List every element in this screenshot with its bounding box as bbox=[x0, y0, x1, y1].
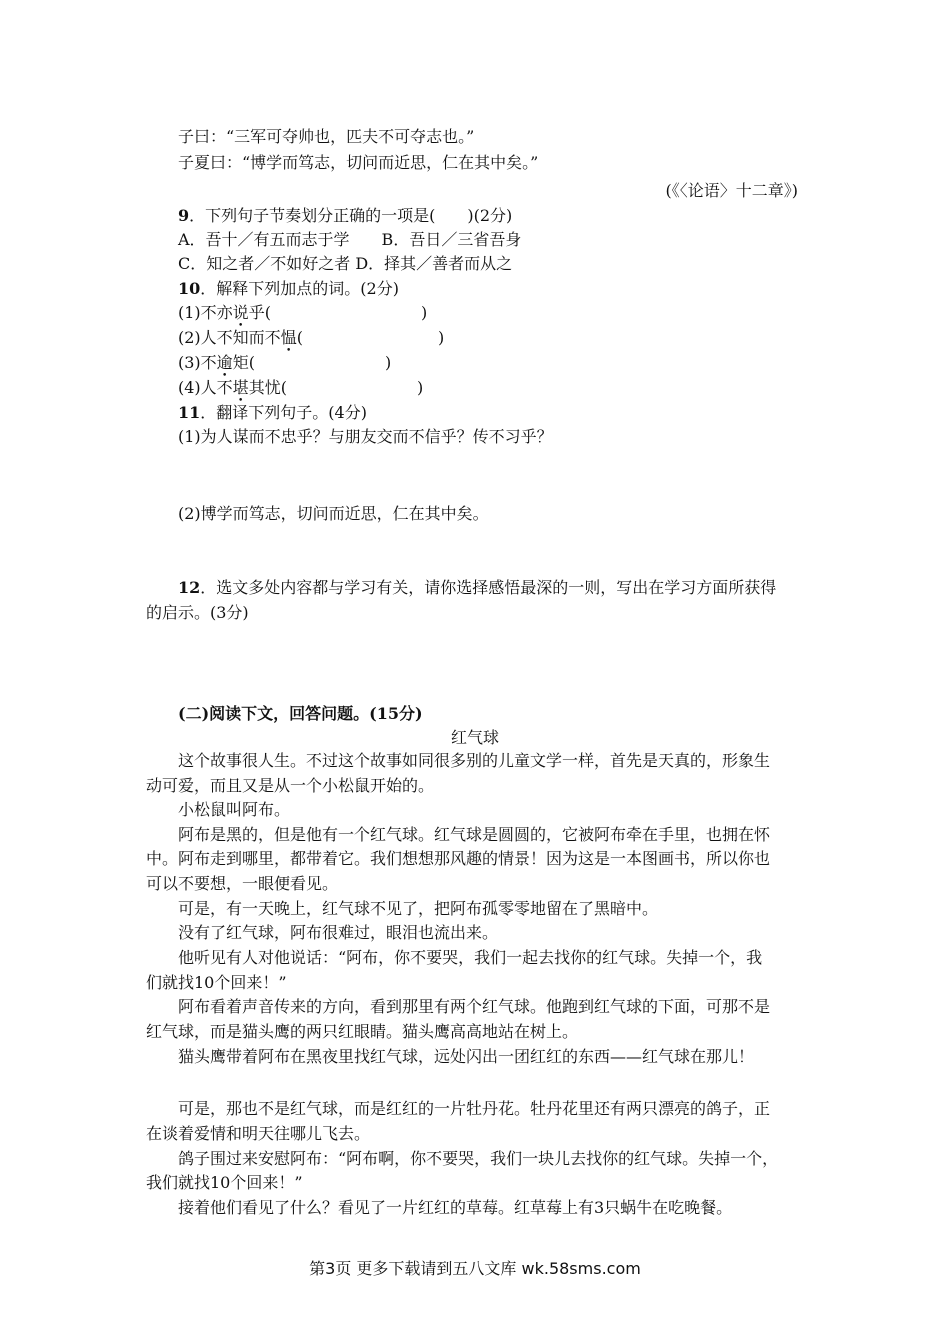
question-11 bbox=[178, 402, 367, 424]
story-line: 小松鼠叫阿布。 bbox=[178, 800, 291, 819]
item-text: 矩( bbox=[232, 353, 255, 372]
story-line: 这个故事很人生。不过这个故事如同很多别的儿童文学一样，首先是天真的，形象生 bbox=[178, 751, 771, 770]
story-line: 接着他们看见了什么？看见了一片红红的草莓。红草莓上有3只蜗牛在吃晚餐。 bbox=[178, 1198, 733, 1217]
q11-sentence-2: (2)博学而笃志，切问而近思，仁在其中矣。 bbox=[178, 504, 489, 523]
question-number: 11 bbox=[178, 403, 201, 422]
story-line: 阿布看着声音传来的方向，看到那里有两个红气球。他跑到红气球的下面，可那不是 bbox=[178, 997, 771, 1016]
story-line: 们就找10个回来！” bbox=[146, 973, 287, 992]
story-line: 可是，有一天晚上，红气球不见了，把阿布孤零零地留在了黑暗中。 bbox=[178, 899, 659, 918]
question-12 bbox=[178, 577, 776, 599]
question-10 bbox=[178, 278, 399, 300]
q9-options-cd: C．知之者／不如好之者 D．择其／善者而从之 bbox=[178, 254, 513, 273]
q10-item-3 bbox=[178, 352, 391, 374]
item-text: ) bbox=[384, 353, 392, 372]
item-text: ) bbox=[437, 328, 445, 347]
item-text: 乎( bbox=[248, 303, 271, 322]
q9-options-ab: A．吾十／有五而志于学 B．吾日／三省吾身 bbox=[178, 230, 522, 249]
item-text: ( bbox=[296, 328, 303, 347]
dotted-word: 愠 bbox=[280, 328, 297, 347]
story-line: 红气球，而是猫头鹰的两只红眼睛。猫头鹰高高地站在树上。 bbox=[146, 1022, 579, 1041]
question-9 bbox=[178, 205, 512, 227]
quote-line-2: 子夏曰：“博学而笃志，切问而近思，仁在其中矣。” bbox=[178, 153, 539, 172]
dotted-word: 堪 bbox=[232, 378, 249, 397]
q10-item-2 bbox=[178, 327, 444, 349]
story-line: 没有了红气球，阿布很难过，眼泪也流出来。 bbox=[178, 923, 499, 942]
story-line: 阿布是黑的，但是他有一个红气球。红气球是圆圆的，它被阿布牵在手里，也拥在怀 bbox=[178, 825, 771, 844]
story-line: 鸽子围过来安慰阿布：“阿布啊，你不要哭，我们一块儿去找你的红气球。失掉一个， bbox=[178, 1149, 779, 1168]
story-line: 动可爱，而且又是从一个小松鼠开始的。 bbox=[146, 776, 435, 795]
question-text: ．翻译下列句子。(4分) bbox=[200, 403, 367, 422]
item-text: 其忧( bbox=[248, 378, 287, 397]
question-text: ．解释下列加点的词。(2分) bbox=[200, 279, 399, 298]
question-text: ．下列句子节奏划分正确的一项是( )(2分) bbox=[189, 206, 513, 225]
item-text: (2)人不知而不 bbox=[178, 328, 281, 347]
dotted-word: 逾 bbox=[216, 353, 233, 372]
story-title: 红气球 bbox=[450, 728, 499, 747]
item-text: (4)人不 bbox=[178, 378, 233, 397]
question-number: 10 bbox=[178, 279, 201, 298]
section-heading: (二)阅读下文，回答问题。(15分) bbox=[178, 704, 423, 723]
quote-line-1: 子曰：“三军可夺帅也，匹夫不可夺志也。” bbox=[178, 127, 475, 146]
q10-item-4 bbox=[178, 377, 423, 399]
item-text: (1)不亦 bbox=[178, 303, 233, 322]
question-number: 12 bbox=[178, 578, 201, 597]
item-text: (3)不 bbox=[178, 353, 217, 372]
story-line: 可是，那也不是红气球，而是红红的一片牡丹花。牡丹花里还有两只漂亮的鸽子，正 bbox=[178, 1099, 771, 1118]
q10-item-1 bbox=[178, 302, 427, 324]
question-number: 9 bbox=[178, 206, 190, 225]
item-text: ) bbox=[420, 303, 428, 322]
story-line: 在谈着爱情和明天往哪儿飞去。 bbox=[146, 1124, 371, 1143]
dotted-word: 说 bbox=[232, 303, 249, 322]
question-text: ．选文多处内容都与学习有关，请你选择感悟最深的一则，写出在学习方面所获得 bbox=[200, 578, 777, 597]
story-line: 他听见有人对他说话：“阿布，你不要哭，我们一起去找你的红气球。失掉一个，我 bbox=[178, 948, 763, 967]
question-12-cont: 的启示。(3分) bbox=[146, 603, 249, 622]
story-line: 我们就找10个回来！” bbox=[146, 1173, 303, 1192]
story-line: 猫头鹰带着阿布在黑夜里找红气球，远处闪出一团红红的东西——红气球在那儿！ bbox=[178, 1047, 755, 1066]
page-footer: 第3页 更多下载请到五八文库 wk.58sms.com bbox=[309, 1259, 641, 1278]
story-line: 可以不要想，一眼便看见。 bbox=[146, 874, 339, 893]
source-citation: (《〈论语〉十二章》) bbox=[665, 181, 798, 200]
story-line: 中。阿布走到哪里，都带着它。我们想想那风趣的情景！因为这是一本图画书，所以你也 bbox=[146, 849, 771, 868]
q11-sentence-1: (1)为人谋而不忠乎？与朋友交而不信乎？传不习乎？ bbox=[178, 427, 553, 446]
item-text: ) bbox=[416, 378, 424, 397]
